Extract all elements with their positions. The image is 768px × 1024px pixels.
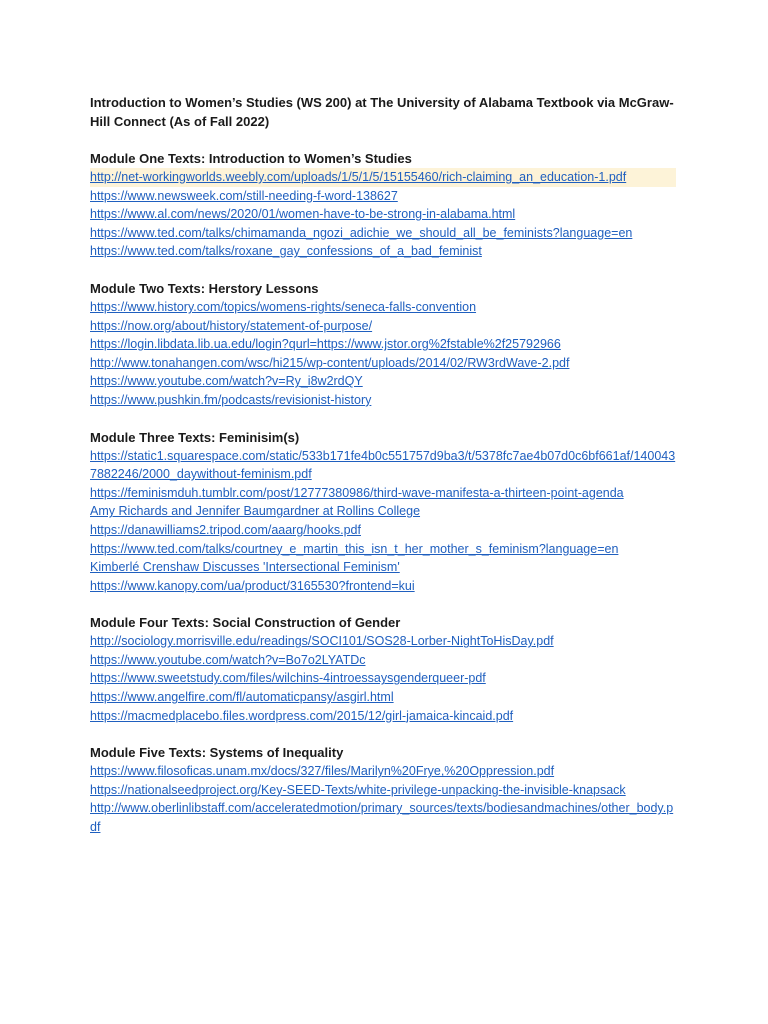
link-angelfire-asgirl[interactable]: https://www.angelfire.com/fl/automaticpansy/asgirl.html xyxy=(90,690,394,705)
module-three-heading: Module Three Texts: Feminisim(s) xyxy=(90,429,300,445)
link-ted-adichie[interactable]: https://www.ted.com/talks/chimamanda_ngozi_adichie_we_should_all_be_feminists?language=en xyxy=(90,225,633,240)
module-four-section xyxy=(90,613,676,725)
link-youtube-bo7o2[interactable]: https://www.youtube.com/watch?v=Bo7o2LYATDc xyxy=(90,652,366,667)
module-five-section xyxy=(90,743,676,836)
link-hooks-pdf[interactable]: https://danawilliams2.tripod.com/aaarg/hooks.pdf xyxy=(90,522,361,537)
link-kanopy-product[interactable]: https://www.kanopy.com/ua/product/3165530?frontend=kui xyxy=(90,578,415,593)
module-three-section xyxy=(90,428,676,596)
link-sweetstudy-wilchins[interactable]: https://www.sweetstudy.com/files/wilchins-4introessaysgenderqueer-pdf xyxy=(90,671,486,686)
link-al-women-strong[interactable]: https://www.al.com/news/2020/01/women-have-to-be-strong-in-alabama.html xyxy=(90,207,516,222)
link-pushkin-podcast[interactable]: https://www.pushkin.fm/podcasts/revisionist-history xyxy=(90,392,372,407)
link-ted-courtney-martin[interactable]: https://www.ted.com/talks/courtney_e_martin_this_isn_t_her_mother_s_feminism?language=en xyxy=(90,541,619,556)
module-one-section xyxy=(90,149,676,261)
document-title: Introduction to Women’s Studies (WS 200) at The University of Alabama Textbook via McGraw-Hill Connect (As of Fall 2022) xyxy=(90,95,674,129)
module-five-heading: Module Five Texts: Systems of Inequality xyxy=(90,745,344,761)
link-seed-white-privilege[interactable]: https://nationalseedproject.org/Key-SEED-Texts/white-privilege-unpacking-the-invisible-knapsack xyxy=(90,782,626,797)
document-page xyxy=(90,93,676,837)
link-newsweek-f-word[interactable]: https://www.newsweek.com/still-needing-f-word-138627 xyxy=(90,188,398,203)
link-youtube-video[interactable]: https://www.youtube.com/watch?v=Ry_i8w2rdQY xyxy=(90,374,363,389)
module-two-section xyxy=(90,279,676,410)
module-two-heading: Module Two Texts: Herstory Lessons xyxy=(90,280,319,296)
link-crenshaw-intersectional[interactable]: Kimberlé Crenshaw Discusses 'Intersectional Feminism' xyxy=(90,560,400,575)
link-tumblr-manifesta[interactable]: https://feminismduh.tumblr.com/post/12777380986/third-wave-manifesta-a-thirteen-point-agenda xyxy=(90,485,624,500)
link-squarespace-day-without-feminism[interactable]: https://static1.squarespace.com/static/533b171fe4b0c551757d9ba3/t/5378fc7ae4b07d0c6bf661af/1400437882246/2000_daywithout-feminism.pdf xyxy=(90,448,676,482)
link-oberlin-other-body[interactable]: http://www.oberlinlibstaff.com/acceleratedmotion/primary_sources/texts/bodiesandmachines/other_body.pdf xyxy=(90,801,674,835)
link-tonahangen-third-wave[interactable]: http://www.tonahangen.com/wsc/hi215/wp-content/uploads/2014/02/RW3rdWave-2.pdf xyxy=(90,355,570,370)
link-frye-oppression[interactable]: https://www.filosoficas.unam.mx/docs/327/files/Marilyn%20Frye,%20Oppression.pdf xyxy=(90,764,555,779)
module-five-links xyxy=(90,762,676,836)
link-lorber-night-to-his-day[interactable]: http://sociology.morrisville.edu/readings/SOCI101/SOS28-Lorber-NightToHisDay.pdf xyxy=(90,634,554,649)
module-one-links xyxy=(90,168,676,261)
link-rich-claiming-education[interactable]: http://net-workingworlds.weebly.com/uploads/1/5/1/5/15155460/rich-claiming_an_education-1.pdf xyxy=(90,168,676,187)
link-history-seneca-falls[interactable]: https://www.history.com/topics/womens-rights/seneca-falls-convention xyxy=(90,299,477,314)
module-four-heading: Module Four Texts: Social Construction of Gender xyxy=(90,615,401,631)
module-four-links xyxy=(90,632,676,725)
module-one-heading: Module One Texts: Introduction to Women’s Studies xyxy=(90,151,412,166)
link-kincaid-girl[interactable]: https://macmedplacebo.files.wordpress.com/2015/12/girl-jamaica-kincaid.pdf xyxy=(90,708,514,723)
link-jstor-login[interactable]: https://login.libdata.lib.ua.edu/login?qurl=https://www.jstor.org%2fstable%2f25792966 xyxy=(90,337,561,352)
module-two-links xyxy=(90,298,676,410)
link-now-statement[interactable]: https://now.org/about/history/statement-of-purpose/ xyxy=(90,318,373,333)
module-three-links xyxy=(90,447,676,596)
link-rollins-college[interactable]: Amy Richards and Jennifer Baumgardner at Rollins College xyxy=(90,504,421,519)
link-ted-roxane-gay[interactable]: https://www.ted.com/talks/roxane_gay_confessions_of_a_bad_feminist xyxy=(90,244,482,259)
